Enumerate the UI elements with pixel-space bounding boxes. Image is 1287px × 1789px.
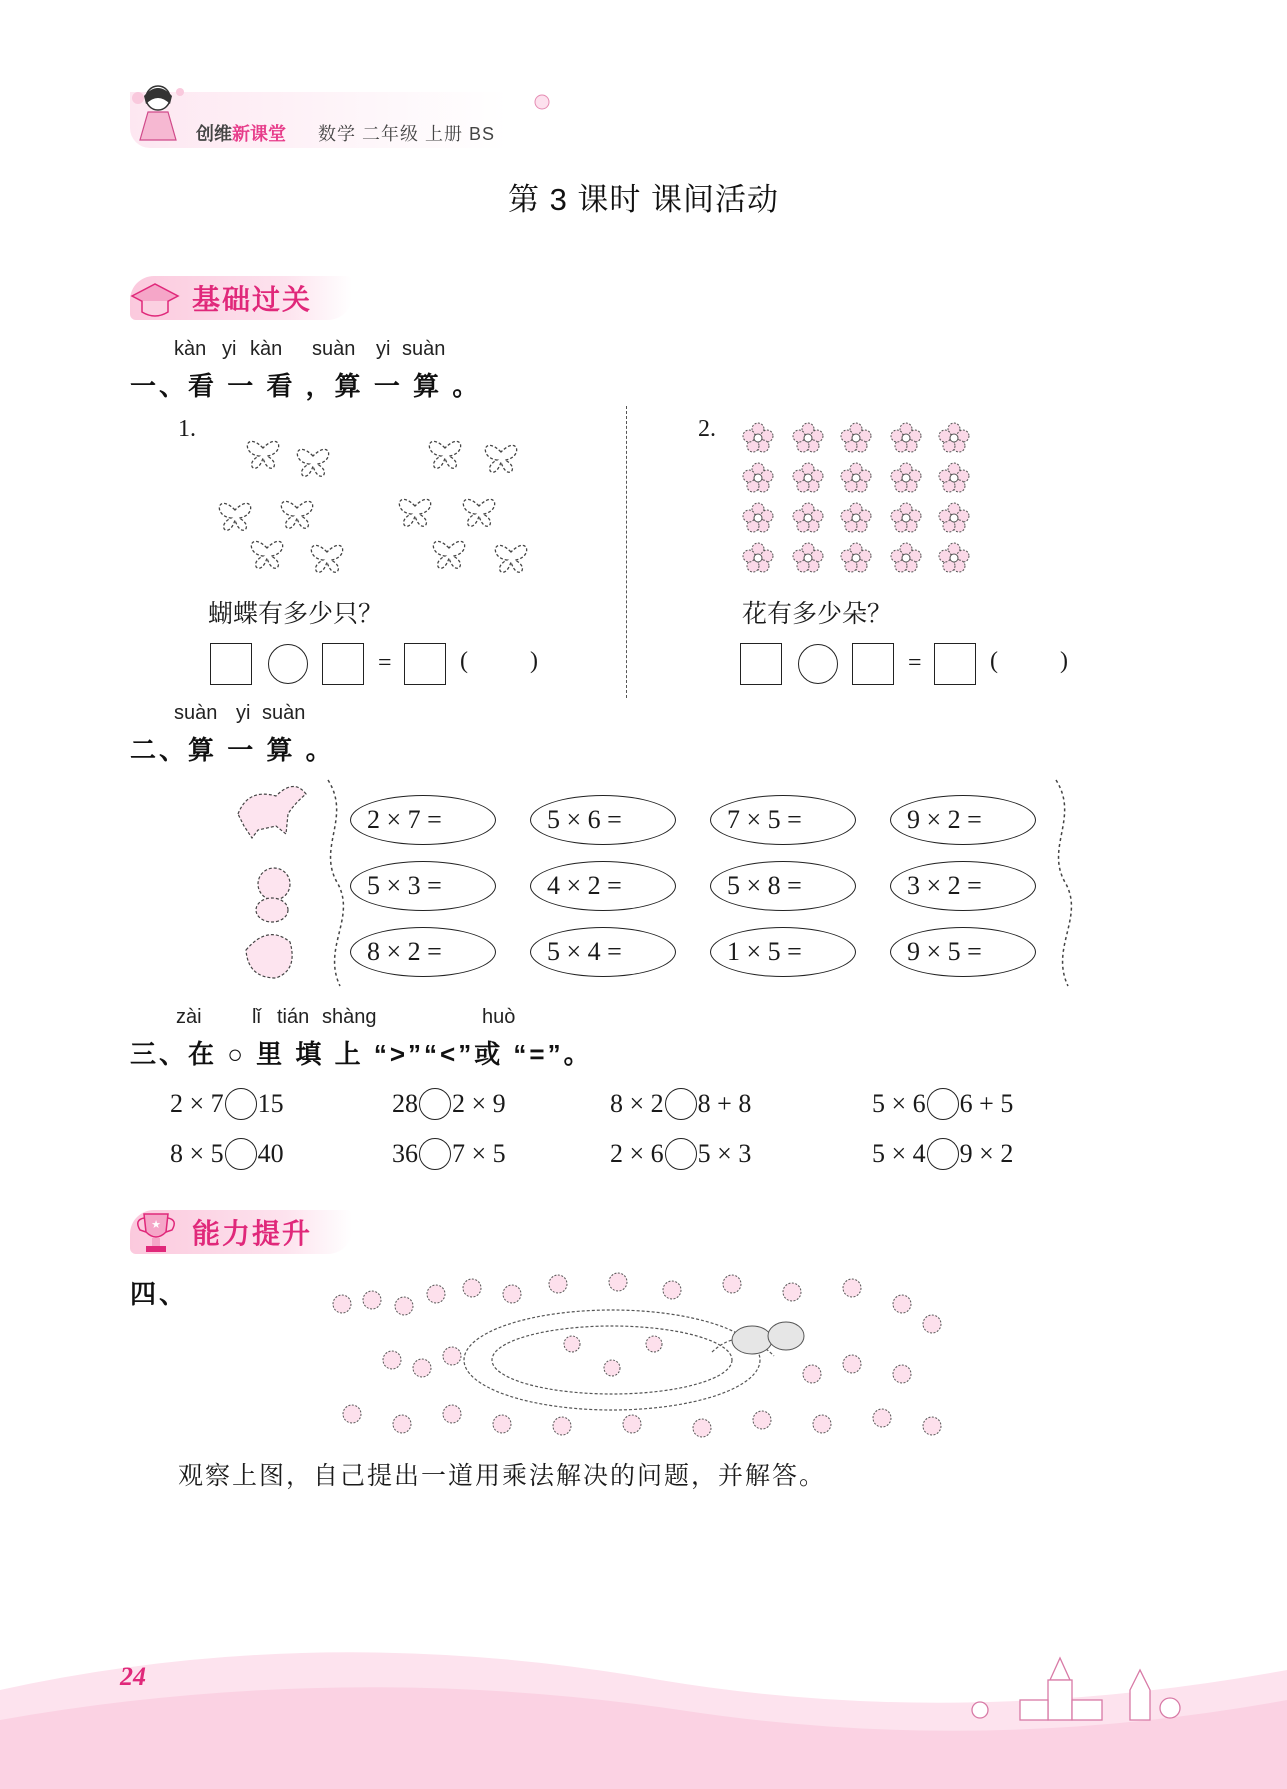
compare-item xyxy=(392,1088,506,1120)
brand-name xyxy=(196,120,286,146)
p1-paren-open: ( xyxy=(460,648,468,674)
trophy-icon xyxy=(134,1208,178,1258)
compare-right: 7 × 5 xyxy=(452,1139,506,1168)
compare-circle[interactable] xyxy=(927,1088,959,1120)
p1-answer-box-3[interactable] xyxy=(404,643,446,685)
calc-oval[interactable]: 2 × 7 = xyxy=(350,795,496,845)
q4-prompt: 观察上图，自己提出一道用乘法解决的问题，并解答。 xyxy=(178,1463,827,1490)
animals-illustration-icon xyxy=(228,774,318,992)
calc-oval[interactable]: 9 × 5 = xyxy=(890,927,1036,977)
page-number: 24 xyxy=(120,1662,146,1691)
q2-pinyin-suan2: suàn xyxy=(262,702,306,724)
compare-right: 5 × 3 xyxy=(697,1139,752,1168)
calc-oval[interactable]: 1 × 5 = xyxy=(710,927,856,977)
compare-item xyxy=(170,1138,284,1170)
q3-pinyin-shang: shàng xyxy=(322,1006,377,1028)
p1-question: 蝴蝶有多少只？ xyxy=(208,601,384,628)
calc-oval[interactable]: 9 × 2 = xyxy=(890,795,1036,845)
p1-answer-box-1[interactable] xyxy=(210,643,252,685)
calc-oval[interactable]: 7 × 5 = xyxy=(710,795,856,845)
compare-item xyxy=(610,1138,751,1170)
calc-oval[interactable]: 5 × 4 = xyxy=(530,927,676,977)
q2-title: 二、算 一 算 。 xyxy=(130,735,335,765)
p1-number: 1. xyxy=(178,416,196,442)
compare-left: 5 × 4 xyxy=(872,1139,926,1168)
p2-number: 2. xyxy=(698,416,716,442)
calc-oval[interactable]: 5 × 6 = xyxy=(530,795,676,845)
compare-item xyxy=(392,1138,506,1170)
p2-unit-blank[interactable] xyxy=(1008,646,1060,682)
compare-circle[interactable] xyxy=(927,1138,959,1170)
p1-unit-blank[interactable] xyxy=(478,646,530,682)
p2-answer-box-3[interactable] xyxy=(934,643,976,685)
right-wavy-line xyxy=(1044,778,1084,990)
compare-item xyxy=(610,1088,751,1120)
pinyin-suan2: suàn xyxy=(402,338,446,360)
girl-mascot-icon xyxy=(128,78,190,150)
p2-paren-close: ) xyxy=(1060,648,1068,674)
lesson-title: 第 3 课时 课间活动 xyxy=(507,182,780,217)
compare-item xyxy=(872,1138,1013,1170)
compare-circle[interactable] xyxy=(419,1138,451,1170)
compare-right: 9 × 2 xyxy=(959,1139,1014,1168)
compare-left: 36 xyxy=(392,1139,418,1168)
q4-label: 四、 xyxy=(130,1279,189,1309)
calc-oval[interactable]: 4 × 2 = xyxy=(530,861,676,911)
p2-question: 花有多少朵？ xyxy=(742,601,893,628)
p1-equals: = xyxy=(378,650,392,676)
calc-oval[interactable]: 5 × 8 = xyxy=(710,861,856,911)
compare-circle[interactable] xyxy=(225,1138,257,1170)
book-subtitle: 数学 二年级 上册 BS xyxy=(318,124,496,144)
calc-oval[interactable]: 3 × 2 = xyxy=(890,861,1036,911)
flowers-illustration-icon xyxy=(738,418,978,584)
p1-paren-close: ) xyxy=(530,648,538,674)
compare-left: 2 × 7 xyxy=(170,1089,224,1118)
q3-pinyin-zai: zài xyxy=(176,1006,202,1028)
svg-text:★: ★ xyxy=(151,1218,161,1231)
brand-part-a: 创维 xyxy=(196,124,232,144)
p2-operator-circle[interactable] xyxy=(798,644,838,684)
brand-part-b: 新课堂 xyxy=(232,124,286,144)
p2-equals: = xyxy=(908,650,922,676)
park-scene-illustration-icon xyxy=(312,1264,962,1446)
compare-left: 2 × 6 xyxy=(610,1139,664,1168)
vertical-divider xyxy=(626,406,627,698)
butterflies-illustration-icon xyxy=(205,418,545,586)
p2-answer-box-2[interactable] xyxy=(852,643,894,685)
q2-pinyin-yi: yi xyxy=(236,702,251,724)
calc-oval[interactable]: 8 × 2 = xyxy=(350,927,496,977)
p1-operator-circle[interactable] xyxy=(268,644,308,684)
q3-title: 三、在 ○ 里 填 上 “>”“<”或 “=”。 xyxy=(130,1039,593,1069)
p1-answer-box-2[interactable] xyxy=(322,643,364,685)
calc-oval[interactable]: 5 × 3 = xyxy=(350,861,496,911)
compare-circle[interactable] xyxy=(225,1088,257,1120)
compare-circle[interactable] xyxy=(665,1138,697,1170)
q3-pinyin-huo: huò xyxy=(482,1006,516,1028)
q3-pinyin-li: lǐ xyxy=(252,1006,261,1028)
castle-deco-icon xyxy=(960,1650,1190,1740)
compare-right: 6 + 5 xyxy=(959,1089,1014,1118)
pinyin-yi: yi xyxy=(222,338,237,360)
compare-left: 8 × 2 xyxy=(610,1089,664,1118)
compare-item xyxy=(170,1088,284,1120)
section-label-ability: 能力提升 xyxy=(192,1218,313,1249)
p2-paren-open: ( xyxy=(990,648,998,674)
compare-right: 40 xyxy=(257,1139,284,1168)
q3-pinyin-tian: tián xyxy=(277,1006,310,1028)
q2-pinyin-suan: suàn xyxy=(174,702,218,724)
pinyin-yi2: yi xyxy=(376,338,391,360)
compare-left: 8 × 5 xyxy=(170,1139,224,1168)
compare-left: 28 xyxy=(392,1089,418,1118)
compare-item xyxy=(872,1088,1013,1120)
q1-title: 一、看 一 看 ，算 一 算 。 xyxy=(130,371,482,401)
compare-right: 15 xyxy=(257,1089,284,1118)
pinyin-kan: kàn xyxy=(174,338,207,360)
pinyin-suan: suàn xyxy=(312,338,356,360)
compare-circle[interactable] xyxy=(665,1088,697,1120)
section-label-basic: 基础过关 xyxy=(192,284,313,315)
graduation-cap-icon xyxy=(128,274,182,324)
compare-left: 5 × 6 xyxy=(872,1089,926,1118)
compare-circle[interactable] xyxy=(419,1088,451,1120)
pinyin-kan2: kàn xyxy=(250,338,283,360)
p2-answer-box-1[interactable] xyxy=(740,643,782,685)
compare-right: 2 × 9 xyxy=(452,1089,506,1118)
flower-deco-icon xyxy=(530,90,554,114)
compare-right: 8 + 8 xyxy=(697,1089,752,1118)
